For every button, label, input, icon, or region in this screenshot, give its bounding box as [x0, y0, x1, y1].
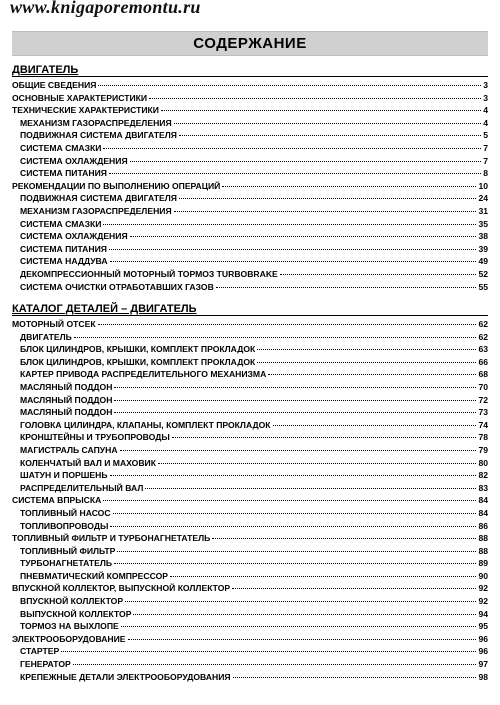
toc-entry	[12, 469, 488, 482]
toc-entry	[12, 104, 488, 117]
toc-entry	[12, 180, 488, 193]
toc-entry-page: 96	[478, 633, 488, 644]
toc-entry	[12, 394, 488, 407]
toc-section-engine	[12, 64, 488, 293]
toc-entry-page: 95	[478, 621, 488, 632]
toc-entry-page: 73	[478, 407, 488, 418]
toc-entry-title: ШАТУН И ПОРШЕНЬ	[20, 470, 108, 481]
toc-entry-title: ПНЕВМАТИЧЕСКИЙ КОМПРЕССОР	[20, 570, 168, 581]
toc-entry-title: ЭЛЕКТРООБОРУДОВАНИЕ	[12, 633, 126, 644]
toc-entry	[12, 520, 488, 533]
dot-leader	[109, 249, 477, 250]
toc-entry	[12, 406, 488, 419]
toc-entry	[12, 167, 488, 180]
toc-entry-page: 79	[478, 444, 488, 455]
toc-entry-page: 70	[478, 381, 488, 392]
dot-leader	[233, 677, 477, 678]
toc-entry-page: 72	[478, 394, 488, 405]
toc-entry-title: ТОПЛИВНЫЙ ФИЛЬТР	[20, 545, 116, 556]
dot-leader	[121, 626, 477, 627]
toc-entry	[12, 255, 488, 268]
toc-entry-page: 94	[478, 608, 488, 619]
toc-entry-title: ТУРБОНАГНЕТАТЕЛЬ	[20, 558, 113, 569]
toc-entry-title: ТОПЛИВОПРОВОДЫ	[20, 520, 109, 531]
toc-entry	[12, 482, 488, 495]
toc-entry-page: 5	[483, 130, 488, 141]
toc-entry-title: МАСЛЯНЫЙ ПОДДОН	[20, 394, 113, 405]
dot-leader	[232, 588, 476, 589]
toc-entry	[12, 419, 488, 432]
dot-leader	[114, 563, 476, 564]
toc-entry-page: 39	[478, 243, 488, 254]
toc-entry-page: 49	[478, 256, 488, 267]
dot-leader	[130, 161, 482, 162]
dot-leader	[174, 211, 477, 212]
toc-entry-page: 80	[478, 457, 488, 468]
toc-entry	[12, 671, 488, 684]
toc-entry-page: 55	[478, 281, 488, 292]
dot-leader	[120, 450, 477, 451]
toc-entry	[12, 281, 488, 294]
section-heading: ДВИГАТЕЛЬ	[12, 64, 488, 77]
toc-entry	[12, 92, 488, 105]
toc-entry-title: РЕКОМЕНДАЦИИ ПО ВЫПОЛНЕНИЮ ОПЕРАЦИЙ	[12, 180, 221, 191]
toc-entry-page: 90	[478, 570, 488, 581]
dot-leader	[179, 198, 477, 199]
dot-leader	[103, 224, 476, 225]
dot-leader	[98, 85, 481, 86]
toc-entry-page: 88	[478, 545, 488, 556]
toc-entry-title: МАСЛЯНЫЙ ПОДДОН	[20, 381, 113, 392]
dot-leader	[216, 287, 477, 288]
dot-leader	[113, 513, 477, 514]
toc-entry-title: ТОПЛИВНЫЙ ФИЛЬТР И ТУРБОНАГНЕТАТЕЛЬ	[12, 533, 211, 544]
toc-entry-page: 97	[478, 659, 488, 670]
dot-leader	[74, 337, 477, 338]
toc-entry-page: 38	[478, 231, 488, 242]
toc-entry-title: БЛОК ЦИЛИНДРОВ, КРЫШКИ, КОМПЛЕКТ ПРОКЛАДОК	[20, 356, 256, 367]
dot-leader	[73, 664, 477, 665]
toc-entry	[12, 368, 488, 381]
toc-entry	[12, 658, 488, 671]
toc-entry	[12, 117, 488, 130]
toc-entry	[12, 79, 488, 92]
toc-entry-title: МАСЛЯНЫЙ ПОДДОН	[20, 407, 113, 418]
toc-entry-page: 92	[478, 583, 488, 594]
watermark-url: www.knigaporemontu.ru	[10, 0, 201, 17]
dot-leader	[117, 551, 476, 552]
toc-entry-page: 52	[478, 268, 488, 279]
toc-entry-title: КРОНШТЕЙНЫ И ТРУБОПРОВОДЫ	[20, 432, 170, 443]
toc-entry	[12, 205, 488, 218]
toc-section-parts-catalog	[12, 303, 488, 683]
dot-leader	[268, 374, 476, 375]
toc-entry-title: БЛОК ЦИЛИНДРОВ, КРЫШКИ, КОМПЛЕКТ ПРОКЛАДОК	[20, 344, 256, 355]
toc-entry-title: ПОДВИЖНАЯ СИСТЕМА ДВИГАТЕЛЯ	[20, 130, 177, 141]
toc-entry-title: СИСТЕМА СМАЗКИ	[20, 142, 102, 153]
toc-entry-title: СИСТЕМА НАДДУВА	[20, 256, 108, 267]
toc-entry	[12, 645, 488, 658]
toc-entry-title: КОЛЕНЧАТЫЙ ВАЛ И МАХОВИК	[20, 457, 156, 468]
toc-entry	[12, 532, 488, 545]
toc-entry-page: 7	[483, 155, 488, 166]
toc-entry-page: 24	[478, 193, 488, 204]
dot-leader	[130, 236, 477, 237]
toc-entry-page: 86	[478, 520, 488, 531]
toc-entry-title: ГОЛОВКА ЦИЛИНДРА, КЛАПАНЫ, КОМПЛЕКТ ПРОКЛАДОК	[20, 419, 271, 430]
toc-entry	[12, 570, 488, 583]
toc-entry	[12, 192, 488, 205]
toc-entry-title: СТАРТЕР	[20, 646, 60, 657]
toc-entry-page: 82	[478, 470, 488, 481]
dot-leader	[61, 651, 476, 652]
toc-list	[12, 79, 488, 293]
toc-entry	[12, 268, 488, 281]
toc-entry	[12, 343, 488, 356]
toc-entry-page: 78	[478, 432, 488, 443]
toc-entry-page: 62	[478, 331, 488, 342]
toc-entry-page: 83	[478, 482, 488, 493]
page-title: СОДЕРЖАНИЕ	[12, 31, 488, 56]
toc-entry	[12, 582, 488, 595]
dot-leader	[273, 425, 477, 426]
toc-entry	[12, 620, 488, 633]
toc-entry-title: СИСТЕМА ПИТАНИЯ	[20, 243, 107, 254]
toc-entry-page: 74	[478, 419, 488, 430]
toc-entry-title: МОТОРНЫЙ ОТСЕК	[12, 319, 96, 329]
toc-entry	[12, 129, 488, 142]
dot-leader	[179, 135, 481, 136]
toc-entry	[12, 494, 488, 507]
toc-entry-page: 7	[483, 142, 488, 153]
toc-entry-page: 89	[478, 558, 488, 569]
toc-entry	[12, 633, 488, 646]
dot-leader	[172, 437, 477, 438]
toc-entry-title: КРЕПЕЖНЫЕ ДЕТАЛИ ЭЛЕКТРООБОРУДОВАНИЯ	[20, 671, 231, 682]
toc-entry	[12, 545, 488, 558]
toc-entry-page: 10	[478, 180, 488, 191]
dot-leader	[149, 98, 481, 99]
dot-leader	[103, 500, 476, 501]
toc-entry-page: 92	[478, 596, 488, 607]
toc-entry-page: 84	[478, 507, 488, 518]
toc-entry-page: 66	[478, 356, 488, 367]
toc-entry-title: ГЕНЕРАТОР	[20, 659, 71, 670]
dot-leader	[114, 387, 476, 388]
dot-leader	[128, 639, 477, 640]
toc-entry-title: ВПУСКНОЙ КОЛЛЕКТОР, ВЫПУСКНОЙ КОЛЛЕКТОР	[12, 583, 231, 594]
toc-entry	[12, 431, 488, 444]
toc-entry-title: ТОРМОЗ НА ВЫХЛОПЕ	[20, 621, 119, 632]
toc-entry-title: РАСПРЕДЕЛИТЕЛЬНЫЙ ВАЛ	[20, 482, 144, 493]
toc-entry-title: СИСТЕМА ОХЛАЖДЕНИЯ	[20, 155, 128, 166]
toc-entry-page: 62	[478, 319, 488, 329]
toc-entry	[12, 356, 488, 369]
dot-leader	[158, 463, 476, 464]
toc-entry	[12, 331, 488, 344]
dot-leader	[103, 148, 481, 149]
toc-entry-title: ТЕХНИЧЕСКИЕ ХАРАКТЕРИСТИКИ	[12, 105, 159, 116]
dot-leader	[114, 400, 476, 401]
dot-leader	[98, 324, 477, 325]
toc-entry-page: 31	[478, 205, 488, 216]
toc-entry-page: 98	[478, 671, 488, 682]
dot-leader	[110, 526, 476, 527]
dot-leader	[133, 614, 476, 615]
dot-leader	[145, 488, 476, 489]
dot-leader	[174, 123, 482, 124]
toc-entry	[12, 230, 488, 243]
toc-entry	[12, 444, 488, 457]
toc-entry-page: 3	[483, 92, 488, 103]
dot-leader	[257, 362, 476, 363]
toc-entry-title: ДЕКОМПРЕССИОННЫЙ МОТОРНЫЙ ТОРМОЗ TURBOBRAKE	[20, 268, 278, 279]
toc-entry-title: СИСТЕМА СМАЗКИ	[20, 218, 102, 229]
toc-entry	[12, 381, 488, 394]
toc-entry	[12, 595, 488, 608]
toc-entry-page: 88	[478, 533, 488, 544]
toc-entry-page: 84	[478, 495, 488, 506]
toc-entry	[12, 142, 488, 155]
toc-entry-title: КАРТЕР ПРИВОДА РАСПРЕДЕЛИТЕЛЬНОГО МЕХАНИЗМА	[20, 369, 267, 380]
toc-entry-title: СИСТЕМА ОЧИСТКИ ОТРАБОТАВШИХ ГАЗОВ	[20, 281, 214, 292]
toc-entry-page: 96	[478, 646, 488, 657]
toc-entry-title: МЕХАНИЗМ ГАЗОРАСПРЕДЕЛЕНИЯ	[20, 205, 172, 216]
dot-leader	[109, 173, 481, 174]
toc-entry	[12, 155, 488, 168]
toc-entry-title: ПОДВИЖНАЯ СИСТЕМА ДВИГАТЕЛЯ	[20, 193, 177, 204]
dot-leader	[114, 412, 476, 413]
toc-entry-page: 68	[478, 369, 488, 380]
toc-entry-title: СИСТЕМА ВПРЫСКА	[12, 495, 102, 506]
dot-leader	[222, 186, 476, 187]
toc-entry	[12, 557, 488, 570]
dot-leader	[125, 601, 476, 602]
toc-entry-title: ОСНОВНЫЕ ХАРАКТЕРИСТИКИ	[12, 92, 148, 103]
toc-entry	[12, 608, 488, 621]
toc-entry-title: ВПУСКНОЙ КОЛЛЕКТОР	[20, 596, 124, 607]
toc-entry-title: СИСТЕМА ОХЛАЖДЕНИЯ	[20, 231, 128, 242]
toc-entry-title: ДВИГАТЕЛЬ	[20, 331, 72, 342]
dot-leader	[257, 349, 476, 350]
toc-entry	[12, 218, 488, 231]
toc-entry	[12, 243, 488, 256]
toc-entry	[12, 507, 488, 520]
toc-entry-title: ТОПЛИВНЫЙ НАСОС	[20, 507, 111, 518]
toc-entry-title: СИСТЕМА ПИТАНИЯ	[20, 168, 107, 179]
dot-leader	[280, 274, 477, 275]
toc-entry	[12, 318, 488, 331]
dot-leader	[110, 261, 477, 262]
dot-leader	[110, 475, 477, 476]
toc-entry-title: ВЫПУСКНОЙ КОЛЛЕКТОР	[20, 608, 132, 619]
section-heading: КАТАЛОГ ДЕТАЛЕЙ – ДВИГАТЕЛЬ	[12, 303, 488, 316]
toc-entry-page: 4	[483, 105, 488, 116]
dot-leader	[212, 538, 476, 539]
toc-entry	[12, 457, 488, 470]
toc-entry-title: МЕХАНИЗМ ГАЗОРАСПРЕДЕЛЕНИЯ	[20, 117, 172, 128]
toc-entry-page: 4	[483, 117, 488, 128]
toc-entry-page: 3	[483, 80, 488, 90]
toc-entry-title: МАГИСТРАЛЬ САПУНА	[20, 444, 118, 455]
toc-entry-page: 63	[478, 344, 488, 355]
dot-leader	[161, 110, 481, 111]
dot-leader	[170, 576, 476, 577]
toc-entry-page: 8	[483, 168, 488, 179]
toc-entry-title: ОБЩИЕ СВЕДЕНИЯ	[12, 80, 97, 90]
toc-list	[12, 318, 488, 683]
toc-entry-page: 35	[478, 218, 488, 229]
